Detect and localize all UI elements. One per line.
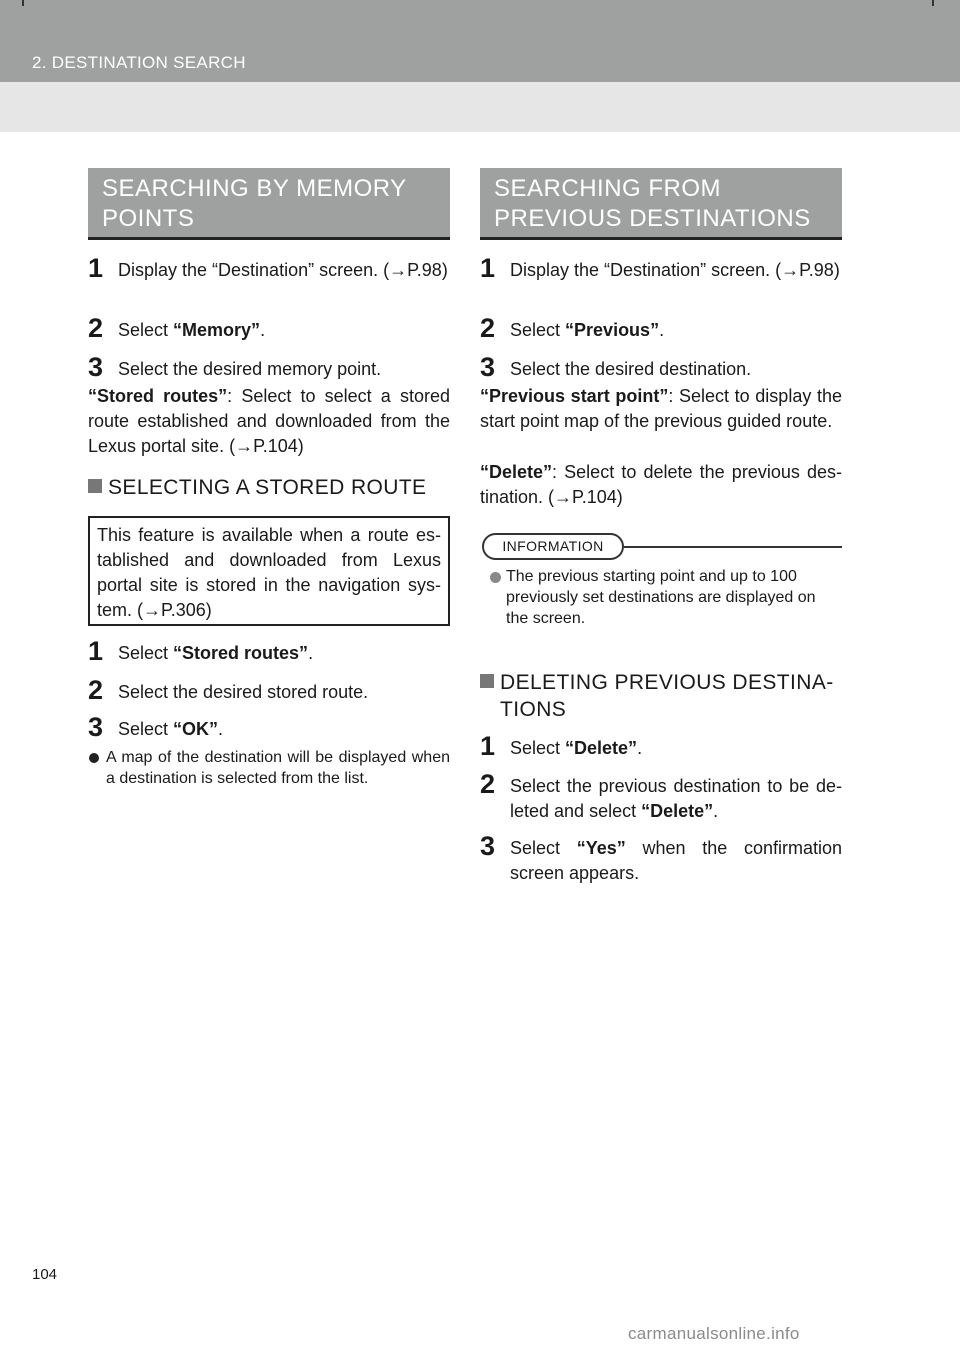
crop-mark-top-left xyxy=(22,0,24,6)
step-text: Select the desired destination. xyxy=(510,359,752,379)
delete-option: “Delete” xyxy=(641,801,714,821)
yes-option: “Yes” xyxy=(576,838,626,858)
information-label: INFORMATION xyxy=(482,533,624,560)
step-text: Display the “Destination” screen. (→P.98) xyxy=(510,260,840,280)
left-section-heading xyxy=(88,168,450,240)
page-number: 104 xyxy=(32,1266,58,1283)
square-bullet-icon xyxy=(88,479,102,493)
step-text: Select the desired stored route. xyxy=(118,682,369,702)
step-number: 1 xyxy=(480,731,496,761)
step-number: 3 xyxy=(480,352,496,382)
step-number: 1 xyxy=(480,253,496,283)
ok-option: “OK” xyxy=(173,719,219,739)
step-number: 3 xyxy=(88,352,104,382)
step-number: 2 xyxy=(480,313,496,343)
memory-option: “Memory” xyxy=(173,320,261,340)
stored-routes-description: “Stored routes”: Select to select a stored route established and downloaded from the Lexus portal site. (→P.104) xyxy=(88,386,450,456)
right-heading-line1: SEARCHING FROM xyxy=(494,175,722,202)
step-number: 3 xyxy=(88,712,104,742)
section-label: 2. DESTINATION SEARCH xyxy=(32,53,246,72)
step-text: Select “OK”. xyxy=(118,719,224,739)
step-number: 3 xyxy=(480,831,496,861)
information-rule xyxy=(624,546,842,548)
watermark: carmanualsonline.info xyxy=(628,1324,800,1343)
right-subheading: DELETING PREVIOUS DESTINA- TIONS xyxy=(480,669,842,723)
step-text: Select “Previous”. xyxy=(510,320,665,340)
left-heading-line1: SEARCHING BY MEMORY xyxy=(102,175,407,202)
bullet-icon xyxy=(89,753,99,763)
right-section-heading xyxy=(480,168,842,240)
step-number: 1 xyxy=(88,253,104,283)
step-text: Select “Yes” when the confirmation screen appears. xyxy=(510,838,842,883)
note-box: This feature is available when a route es-tablished and downloaded from Lexus portal site is stored in the navigation sys-tem. (→P.306) xyxy=(88,516,450,626)
step-text: Select “Delete”. xyxy=(510,738,643,758)
step-number: 2 xyxy=(480,769,496,799)
left-bullet-text: A map of the destination will be displayed when a destination is selected from the list. xyxy=(106,749,450,787)
step-number: 2 xyxy=(88,675,104,705)
previous-start-point-description: “Previous start point”: Select to display the start point map of the previous guided route. xyxy=(480,386,842,431)
stored-routes-option: “Stored routes” xyxy=(173,643,309,663)
step-text: Display the “Destination” screen. (→P.98) xyxy=(118,260,448,280)
left-heading-line2: POINTS xyxy=(102,205,195,232)
step-text: Select “Memory”. xyxy=(118,320,266,340)
delete-description: “Delete”: Select to delete the previous des-tination. (→P.104) xyxy=(480,462,842,507)
bullet-icon xyxy=(490,572,501,583)
square-bullet-icon xyxy=(480,674,494,688)
step-text: Select “Stored routes”. xyxy=(118,643,314,663)
right-heading-line2: PREVIOUS DESTINATIONS xyxy=(494,205,811,232)
step-number: 2 xyxy=(88,313,104,343)
previous-option: “Previous” xyxy=(565,320,660,340)
information-text: The previous starting point and up to 100 previously set destinations are displayed on the screen. xyxy=(506,568,816,627)
left-subheading: SELECTING A STORED ROUTE xyxy=(88,474,450,501)
step-text: Select the desired memory point. xyxy=(118,359,382,379)
crop-mark-top-right xyxy=(932,0,934,6)
step-number: 1 xyxy=(88,636,104,666)
step-text: Select the previous destination to be de-leted and select “Delete”. xyxy=(510,776,842,821)
delete-option: “Delete” xyxy=(565,738,638,758)
